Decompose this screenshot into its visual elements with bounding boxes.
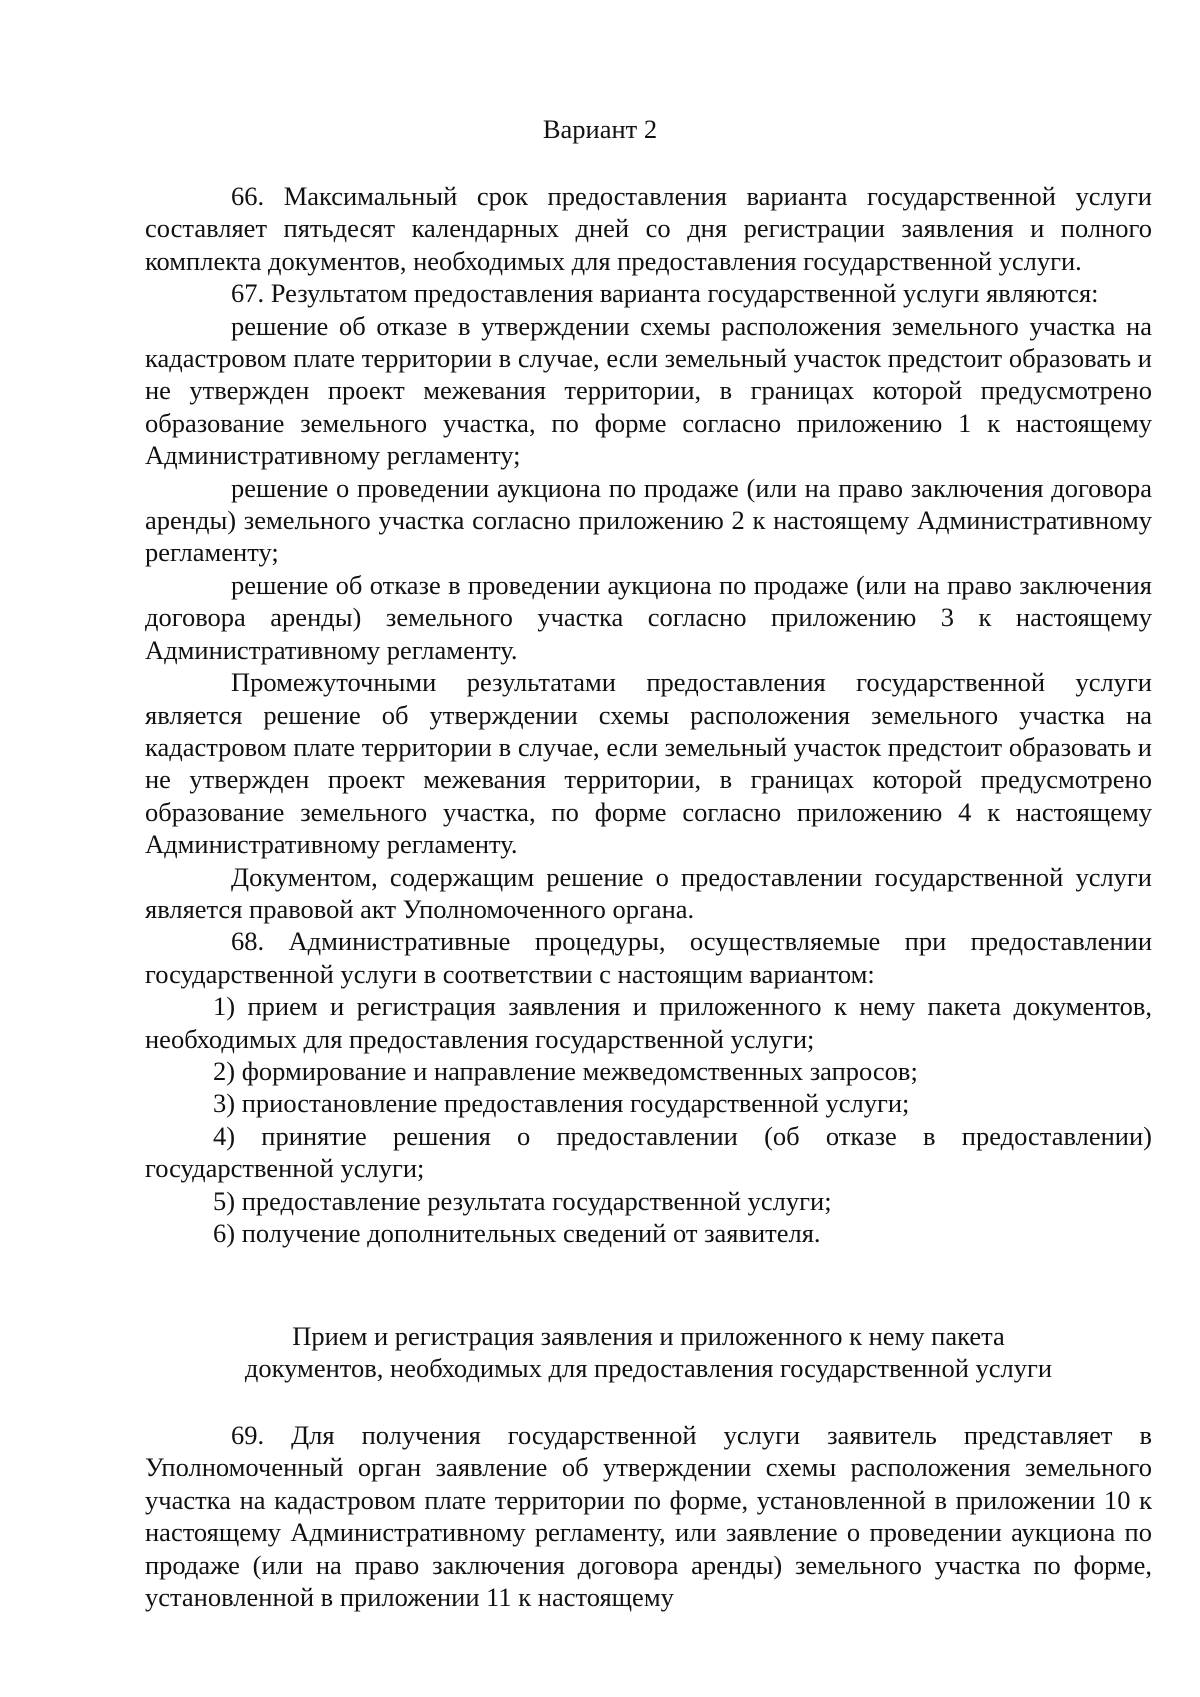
- intermediate-results-paragraph: Промежуточными результатами предоставления государственной услуги является решение об утверждении схемы расположения земельного участка на кадастровом плате территории в случае, если земельный участок предстоит образовать и не утвержден проект межевания территории, в границах которой предусмотрено образование земельного участка, по форме согласно приложению 4 к настоящему Административному регламенту.: [145, 667, 1152, 860]
- result-item-auction-refusal: решение об отказе в проведении аукциона по продаже (или на право заключения договора аренды) земельного участка согласно приложению 3 к настоящему Административному регламенту.: [145, 569, 1152, 665]
- result-item-refusal-scheme: решение об отказе в утверждении схемы расположения земельного участка на кадастровом плате территории в случае, если земельный участок предстоит образовать и не утвержден проект межевания территории, в границах которой предусмотрено образование земельного участка, по форме согласно приложению 1 к настоящему Административному регламенту;: [145, 310, 1152, 471]
- procedure-list-item: 5) предоставление результата государственной услуги;: [213, 1185, 832, 1216]
- page-title: Вариант 2: [542, 114, 658, 144]
- paragraph-69: 69. Для получения государственной услуги заявитель представляет в Уполномоченный орган заявление об утверждении схемы расположения земельного участка на кадастровом плате территории по форме, установленной в приложении 10 к настоящему Административному регламенту, или заявление о проведении аукциона по продаже (или на право заключения договора аренды) земельного участка по форме, установленной в приложении 11 к настоящему: [145, 1420, 1152, 1613]
- paragraph-68: 68. Административные процедуры, осуществляемые при предоставлении государственной услуги в соответствии с настоящим вариантом:: [145, 926, 1152, 989]
- decision-document-paragraph: Документом, содержащим решение о предоставлении государственной услуги является правовой акт Уполномоченного органа.: [145, 861, 1152, 924]
- paragraph-67: 67. Результатом предоставления варианта государственной услуги являются:: [231, 278, 1099, 309]
- section-heading-line-1: Прием и регистрация заявления и приложенного к нему пакета: [292, 1321, 1005, 1351]
- procedure-list-item: 6) получение дополнительных сведений от заявителя.: [213, 1218, 821, 1248]
- paragraph-66: 66. Максимальный срок предоставления варианта государственной услуги составляет пятьдесят календарных дней со дня регистрации заявления и полного комплекта документов, необходимых для предоставления государственной услуги.: [145, 181, 1152, 276]
- document-body: [145, 180, 1152, 1249]
- document-body-continued: [145, 1419, 1152, 1613]
- section-heading: [145, 1320, 1152, 1385]
- procedure-list-item: 3) приостановление предоставления государственной услуги;: [213, 1088, 910, 1119]
- procedure-list-item: 2) формирование и направление межведомственных запросов;: [213, 1055, 918, 1086]
- procedure-list-item: 1) прием и регистрация заявления и приложенного к нему пакета документов, необходимых для предоставления государственной услуги;: [145, 991, 1152, 1054]
- section-heading-line-2: документов, необходимых для предоставления государственной услуги: [244, 1353, 1053, 1384]
- procedure-list-item: 4) принятие решения о предоставлении (об отказе в предоставлении) государственной услуги;: [145, 1120, 1152, 1184]
- result-item-auction-decision: решение о проведении аукциона по продаже (или на право заключения договора аренды) земельного участка согласно приложению 2 к настоящему Административному регламенту;: [145, 472, 1152, 568]
